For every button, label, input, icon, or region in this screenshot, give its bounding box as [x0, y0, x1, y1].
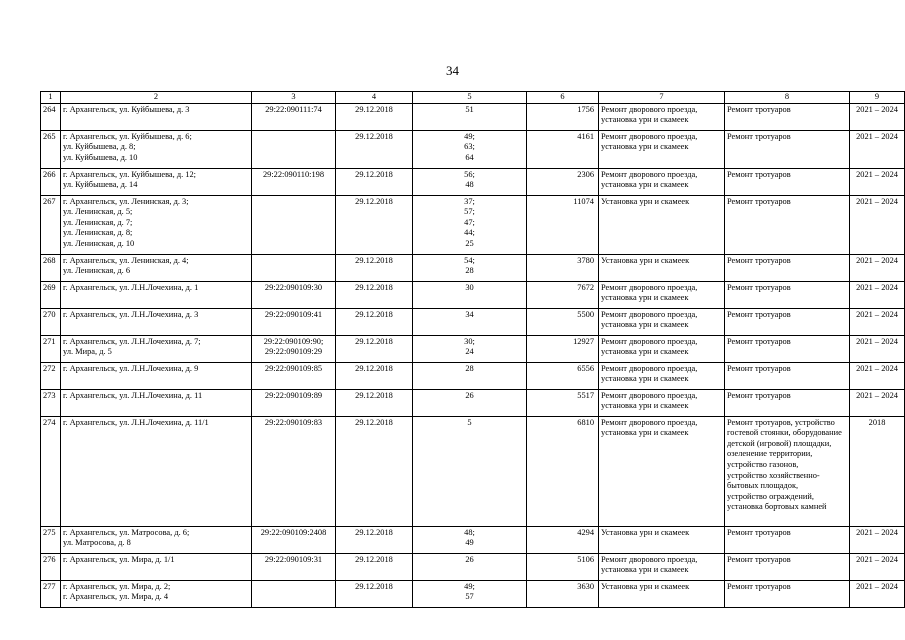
row-number: 275	[41, 526, 61, 553]
period-cell: 2021 – 2024	[850, 130, 905, 168]
address-cell: г. Архангельск, ул. Куйбышева, д. 12; ул. Куйбышева, д. 14	[61, 168, 252, 195]
header-cell: 4	[336, 92, 413, 104]
row-number: 270	[41, 308, 61, 335]
table-row	[41, 195, 905, 254]
address-cell: г. Архангельск, ул. Мира, д. 1/1	[61, 553, 252, 580]
row-number: 269	[41, 281, 61, 308]
residents-cell: 34	[413, 308, 527, 335]
address-cell: г. Архангельск, ул. Л.Н.Лочехина, д. 3	[61, 308, 252, 335]
residents-cell: 54; 28	[413, 254, 527, 281]
address-cell: г. Архангельск, ул. Л.Н.Лочехина, д. 1	[61, 281, 252, 308]
cadastral-number-cell: 29:22:090109:89	[252, 389, 336, 416]
area-cell: 5517	[527, 389, 599, 416]
cadastral-number-cell: 29:22:090109:30	[252, 281, 336, 308]
period-cell: 2021 – 2024	[850, 553, 905, 580]
works-cell: Ремонт дворового проезда, установка урн и скамеек	[599, 308, 725, 335]
header-cell: 3	[252, 92, 336, 104]
row-number: 266	[41, 168, 61, 195]
extra-works-cell: Ремонт тротуаров, устройство гостевой стоянки, оборудование детской (игровой) площадки, озеленение территории, устройство газонов, устройство хозяйственно- бытовых площадок, устройство ограждений, установка бортовых камней	[725, 416, 850, 526]
row-number: 273	[41, 389, 61, 416]
extra-works-cell: Ремонт тротуаров	[725, 389, 850, 416]
area-cell: 6810	[527, 416, 599, 526]
address-cell: г. Архангельск, ул. Куйбышева, д. 6; ул. Куйбышева, д. 8; ул. Куйбышева, д. 10	[61, 130, 252, 168]
cadastral-number-cell: 29:22:090109:41	[252, 308, 336, 335]
header-cell: 7	[599, 92, 725, 104]
table-row	[41, 553, 905, 580]
residents-cell: 28	[413, 362, 527, 389]
row-number: 271	[41, 335, 61, 362]
area-cell: 4294	[527, 526, 599, 553]
address-cell: г. Архангельск, ул. Куйбышева, д. 3	[61, 103, 252, 130]
cadastral-number-cell	[252, 130, 336, 168]
residents-cell: 49; 57	[413, 580, 527, 607]
date-cell: 29.12.2018	[336, 416, 413, 526]
residents-cell: 37; 57; 47; 44; 25	[413, 195, 527, 254]
row-number: 265	[41, 130, 61, 168]
row-number: 268	[41, 254, 61, 281]
residents-cell: 26	[413, 389, 527, 416]
residents-cell: 30	[413, 281, 527, 308]
header-cell: 9	[850, 92, 905, 104]
cadastral-number-cell: 29:22:090110:198	[252, 168, 336, 195]
period-cell: 2021 – 2024	[850, 335, 905, 362]
works-cell: Установка урн и скамеек	[599, 580, 725, 607]
works-cell: Ремонт дворового проезда, установка урн и скамеек	[599, 416, 725, 526]
table-row	[41, 526, 905, 553]
table-row	[41, 389, 905, 416]
header-cell: 8	[725, 92, 850, 104]
date-cell: 29.12.2018	[336, 168, 413, 195]
row-number: 274	[41, 416, 61, 526]
works-cell: Ремонт дворового проезда, установка урн и скамеек	[599, 281, 725, 308]
period-cell: 2021 – 2024	[850, 580, 905, 607]
period-cell: 2021 – 2024	[850, 526, 905, 553]
table-row	[41, 130, 905, 168]
cadastral-number-cell: 29:22:090109:31	[252, 553, 336, 580]
row-number: 267	[41, 195, 61, 254]
address-cell: г. Архангельск, ул. Л.Н.Лочехина, д. 9	[61, 362, 252, 389]
extra-works-cell: Ремонт тротуаров	[725, 553, 850, 580]
address-cell: г. Архангельск, ул. Л.Н.Лочехина, д. 11	[61, 389, 252, 416]
cadastral-number-cell: 29:22:090111:74	[252, 103, 336, 130]
extra-works-cell: Ремонт тротуаров	[725, 362, 850, 389]
address-cell: г. Архангельск, ул. Л.Н.Лочехина, д. 11/1	[61, 416, 252, 526]
residents-cell: 56; 48	[413, 168, 527, 195]
header-row	[41, 92, 905, 104]
residents-cell: 48; 49	[413, 526, 527, 553]
date-cell: 29.12.2018	[336, 580, 413, 607]
extra-works-cell: Ремонт тротуаров	[725, 281, 850, 308]
row-number: 276	[41, 553, 61, 580]
works-cell: Ремонт дворового проезда, установка урн и скамеек	[599, 130, 725, 168]
extra-works-cell: Ремонт тротуаров	[725, 254, 850, 281]
works-cell: Ремонт дворового проезда, установка урн и скамеек	[599, 335, 725, 362]
page-number: 34	[446, 63, 459, 78]
residents-cell: 26	[413, 553, 527, 580]
area-cell: 11074	[527, 195, 599, 254]
date-cell: 29.12.2018	[336, 130, 413, 168]
table-row	[41, 308, 905, 335]
header-cell: 6	[527, 92, 599, 104]
works-cell: Ремонт дворового проезда, установка урн и скамеек	[599, 389, 725, 416]
period-cell: 2021 – 2024	[850, 362, 905, 389]
period-cell: 2021 – 2024	[850, 168, 905, 195]
cadastral-number-cell	[252, 195, 336, 254]
extra-works-cell: Ремонт тротуаров	[725, 308, 850, 335]
area-cell: 5500	[527, 308, 599, 335]
period-cell: 2021 – 2024	[850, 195, 905, 254]
date-cell: 29.12.2018	[336, 281, 413, 308]
cadastral-number-cell: 29:22:090109:90; 29:22:090109:29	[252, 335, 336, 362]
area-cell: 5106	[527, 553, 599, 580]
table-row	[41, 335, 905, 362]
area-cell: 6556	[527, 362, 599, 389]
cadastral-number-cell	[252, 580, 336, 607]
period-cell: 2021 – 2024	[850, 281, 905, 308]
residents-cell: 5	[413, 416, 527, 526]
address-cell: г. Архангельск, ул. Л.Н.Лочехина, д. 7; ул. Мира, д. 5	[61, 335, 252, 362]
extra-works-cell: Ремонт тротуаров	[725, 580, 850, 607]
date-cell: 29.12.2018	[336, 526, 413, 553]
header-cell: 2	[61, 92, 252, 104]
date-cell: 29.12.2018	[336, 195, 413, 254]
registry-table	[40, 91, 905, 608]
header-cell: 5	[413, 92, 527, 104]
header-cell: 1	[41, 92, 61, 104]
table-row	[41, 281, 905, 308]
table-row	[41, 416, 905, 526]
works-cell: Установка урн и скамеек	[599, 254, 725, 281]
table-row	[41, 580, 905, 607]
date-cell: 29.12.2018	[336, 335, 413, 362]
table-row	[41, 168, 905, 195]
extra-works-cell: Ремонт тротуаров	[725, 195, 850, 254]
area-cell: 12927	[527, 335, 599, 362]
residents-cell: 30; 24	[413, 335, 527, 362]
residents-cell: 49; 63; 64	[413, 130, 527, 168]
row-number: 277	[41, 580, 61, 607]
area-cell: 3630	[527, 580, 599, 607]
period-cell: 2021 – 2024	[850, 103, 905, 130]
period-cell: 2021 – 2024	[850, 308, 905, 335]
row-number: 264	[41, 103, 61, 130]
address-cell: г. Архангельск, ул. Ленинская, д. 3; ул. Ленинская, д. 5; ул. Ленинская, д. 7; ул. Ленинская, д. 8; ул. Ленинская, д. 10	[61, 195, 252, 254]
period-cell: 2021 – 2024	[850, 254, 905, 281]
cadastral-number-cell: 29:22:090109:2408	[252, 526, 336, 553]
area-cell: 7672	[527, 281, 599, 308]
table-row	[41, 254, 905, 281]
works-cell: Ремонт дворового проезда, установка урн и скамеек	[599, 362, 725, 389]
date-cell: 29.12.2018	[336, 103, 413, 130]
address-cell: г. Архангельск, ул. Мира, д. 2; г. Архангельск, ул. Мира, д. 4	[61, 580, 252, 607]
area-cell: 2306	[527, 168, 599, 195]
residents-cell: 51	[413, 103, 527, 130]
area-cell: 1756	[527, 103, 599, 130]
row-number: 272	[41, 362, 61, 389]
date-cell: 29.12.2018	[336, 362, 413, 389]
cadastral-number-cell: 29:22:090109:83	[252, 416, 336, 526]
date-cell: 29.12.2018	[336, 254, 413, 281]
works-cell: Ремонт дворового проезда, установка урн и скамеек	[599, 168, 725, 195]
cadastral-number-cell	[252, 254, 336, 281]
area-cell: 4161	[527, 130, 599, 168]
works-cell: Установка урн и скамеек	[599, 195, 725, 254]
cadastral-number-cell: 29:22:090109:85	[252, 362, 336, 389]
works-cell: Установка урн и скамеек	[599, 526, 725, 553]
extra-works-cell: Ремонт тротуаров	[725, 103, 850, 130]
date-cell: 29.12.2018	[336, 553, 413, 580]
extra-works-cell: Ремонт тротуаров	[725, 335, 850, 362]
extra-works-cell: Ремонт тротуаров	[725, 168, 850, 195]
extra-works-cell: Ремонт тротуаров	[725, 130, 850, 168]
extra-works-cell: Ремонт тротуаров	[725, 526, 850, 553]
area-cell: 3780	[527, 254, 599, 281]
address-cell: г. Архангельск, ул. Матросова, д. 6; ул. Матросова, д. 8	[61, 526, 252, 553]
works-cell: Ремонт дворового проезда, установка урн и скамеек	[599, 103, 725, 130]
date-cell: 29.12.2018	[336, 308, 413, 335]
table-body	[41, 103, 905, 607]
table-row	[41, 362, 905, 389]
works-cell: Ремонт дворового проезда, установка урн и скамеек	[599, 553, 725, 580]
period-cell: 2021 – 2024	[850, 389, 905, 416]
date-cell: 29.12.2018	[336, 389, 413, 416]
period-cell: 2018	[850, 416, 905, 526]
address-cell: г. Архангельск, ул. Ленинская, д. 4; ул. Ленинская, д. 6	[61, 254, 252, 281]
table-row	[41, 103, 905, 130]
